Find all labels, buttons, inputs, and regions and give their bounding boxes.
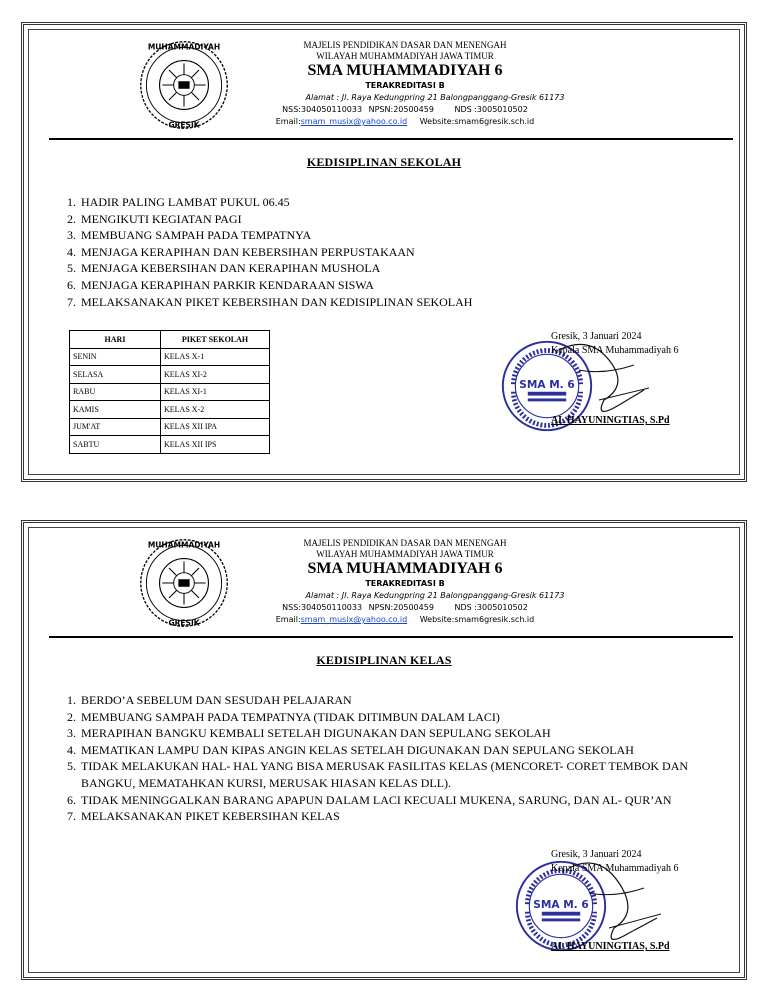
document-sheet-2 [21, 520, 747, 980]
npsn-number: NPSN:20500459 [368, 105, 434, 114]
registration-numbers [225, 602, 585, 614]
duty-schedule-table [69, 330, 270, 454]
website: Website:smam6gresik.sch.id [419, 615, 535, 624]
rules-list [67, 194, 727, 310]
table-row: SABTU KELAS XII IPS [70, 436, 270, 454]
list-item: 3. MERAPIHAN BANGKU KEMBALI SETELAH DIGUNAKAN DAN SEPULANG SEKOLAH [67, 726, 551, 741]
registration-numbers [225, 104, 585, 116]
signature-block [529, 330, 678, 428]
email-label: Email: [275, 117, 301, 126]
letterhead-line2: WILAYAH MUHAMMADIYAH JAWA TIMUR [316, 51, 494, 61]
table-row: RABU KELAS XI-1 [70, 383, 270, 401]
signer-role: Kepala SMA Muhammadiyah 6 [551, 863, 679, 874]
svg-text:GRESIK: GRESIK [168, 618, 200, 628]
sheet-inner-border [28, 527, 740, 973]
svg-text:GRESIK: GRESIK [168, 120, 200, 130]
letterhead-line2: WILAYAH MUHAMMADIYAH JAWA TIMUR [316, 549, 494, 559]
svg-text:SMA M. 6: SMA M. 6 [533, 898, 589, 911]
place-date: Gresik, 3 Januari 2024 [551, 849, 642, 860]
sheet-inner-border [28, 29, 740, 475]
signer-name: AL HAYUNINGTIAS, S.Pd [551, 415, 670, 426]
letterhead [225, 40, 585, 128]
email-link[interactable]: smam_musix@yahoo.co.id [300, 615, 408, 624]
nds-number: NDS :3005010502 [454, 105, 528, 114]
list-item: 4. MENJAGA KERAPIHAN DAN KEBERSIHAN PERPUSTAKAAN [67, 244, 415, 259]
letterhead [225, 538, 585, 626]
letterhead-divider [49, 138, 733, 140]
signer-role: Kepala SMA Muhammadiyah 6 [551, 345, 679, 356]
list-item: 4. MEMATIKAN LAMPU DAN KIPAS ANGIN KELAS SETELAH DIGUNAKAN DAN SEPULANG SEKOLAH [67, 742, 634, 757]
list-item: 2. MENGIKUTI KEGIATAN PAGI [67, 211, 242, 226]
signature-block [529, 848, 678, 954]
nss-number: NSS:304050110033 [282, 603, 363, 612]
accreditation: TERAKREDITASI B [365, 81, 445, 90]
column-header-duty: PIKET SEKOLAH [161, 331, 270, 349]
place-date: Gresik, 3 Januari 2024 [551, 331, 642, 342]
school-name: SMA MUHAMMADIYAH 6 [307, 62, 503, 79]
table-row: SELASA KELAS XI-2 [70, 366, 270, 384]
school-name: SMA MUHAMMADIYAH 6 [307, 560, 503, 577]
list-item: 1. HADIR PALING LAMBAT PUKUL 06.45 [67, 195, 290, 209]
table-header-row [70, 331, 270, 349]
letterhead-divider [49, 636, 733, 638]
email-label: Email: [275, 615, 301, 624]
svg-text:MUHAMMADIYAH: MUHAMMADIYAH [147, 42, 221, 52]
table-row: KAMIS KELAS X-2 [70, 401, 270, 419]
letterhead-line1: MAJELIS PENDIDIKAN DASAR DAN MENENGAH [303, 538, 507, 548]
npsn-number: NPSN:20500459 [368, 603, 434, 612]
list-item: 3. MEMBUANG SAMPAH PADA TEMPATNYA [67, 228, 312, 243]
address: Alamat : Jl. Raya Kedungpring 21 Balongpanggang-Gresik 61173 [305, 93, 565, 102]
list-item: 5. TIDAK MELAKUKAN HAL- HAL YANG BISA MERUSAK FASILITAS KELAS (MENCORET- CORET TEMBOK DAN BANGKU, MEMATAHKAN KURSI, MERUSAK HIASAN KELAS DLL). [67, 759, 689, 790]
column-header-day: HARI [70, 331, 161, 349]
list-item: 2. MEMBUANG SAMPAH PADA TEMPATNYA (TIDAK DITIMBUN DALAM LACI) [67, 709, 500, 724]
list-item: 1. BERDO’A SEBELUM DAN SESUDAH PELAJARAN [67, 693, 352, 707]
accreditation: TERAKREDITASI B [365, 579, 445, 588]
email-link[interactable]: smam_musix@yahoo.co.id [300, 117, 408, 126]
document-sheet-1 [21, 22, 747, 482]
school-logo-icon [137, 536, 231, 630]
document-title: KEDISIPLINAN KELAS [316, 653, 452, 667]
table-row: JUM'AT KELAS XII IPA [70, 418, 270, 436]
svg-text:SMA M. 6: SMA M. 6 [519, 378, 575, 391]
list-item: 7. MELAKSANAKAN PIKET KEBERSIHAN DAN KEDISIPLINAN SEKOLAH [67, 294, 473, 309]
nss-number: NSS:304050110033 [282, 105, 363, 114]
school-logo-icon [137, 38, 231, 132]
letterhead-line1: MAJELIS PENDIDIKAN DASAR DAN MENENGAH [303, 40, 507, 50]
table-row: SENIN KELAS X-1 [70, 348, 270, 366]
address: Alamat : Jl. Raya Kedungpring 21 Balongpanggang-Gresik 61173 [305, 591, 565, 600]
rules-list [67, 692, 727, 825]
contact-line [225, 614, 585, 626]
list-item: 7. MELAKSANAKAN PIKET KEBERSIHAN KELAS [67, 809, 340, 824]
document-title: KEDISIPLINAN SEKOLAH [306, 155, 462, 169]
list-item: 5. MENJAGA KEBERSIHAN DAN KERAPIHAN MUSHOLA [67, 261, 381, 276]
signer-name: AL HAYUNINGTIAS, S.Pd [551, 941, 670, 952]
contact-line [225, 116, 585, 128]
website: Website:smam6gresik.sch.id [419, 117, 535, 126]
nds-number: NDS :3005010502 [454, 603, 528, 612]
list-item: 6. MENJAGA KERAPIHAN PARKIR KENDARAAN SISWA [67, 277, 374, 292]
list-item: 6. TIDAK MENINGGALKAN BARANG APAPUN DALAM LACI KECUALI MUKENA, SARUNG, DAN AL- QUR’AN [67, 792, 672, 807]
svg-text:MUHAMMADIYAH: MUHAMMADIYAH [147, 540, 221, 550]
